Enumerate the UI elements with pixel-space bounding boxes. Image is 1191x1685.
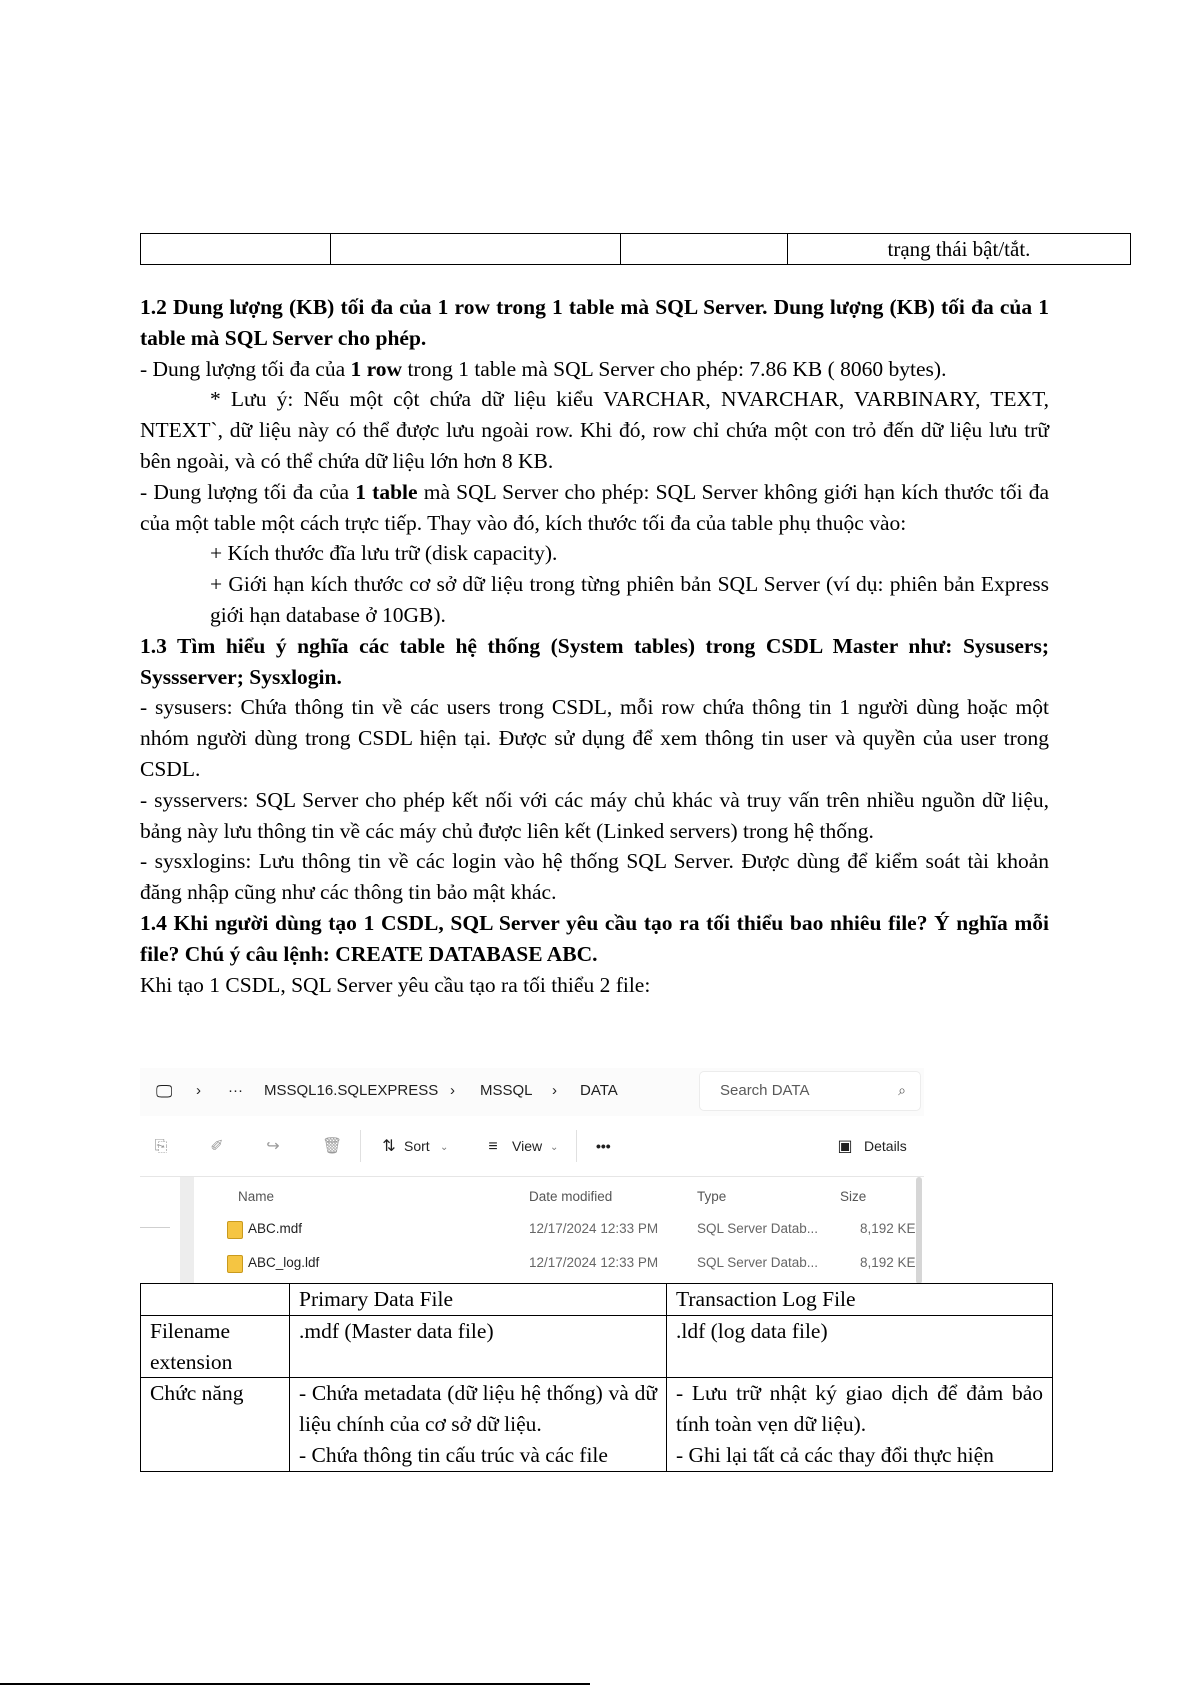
cell-paragraph: - Ghi lại tất cả các thay đổi thực hiện [676,1442,994,1467]
table-cell [290,1378,667,1471]
database-file-icon [227,1255,243,1273]
table-header: Primary Data File [290,1284,667,1316]
table-row [141,234,1131,265]
paragraph: Khi tạo 1 CSDL, SQL Server yêu cầu tạo ra tối thiểu 2 file: [140,972,651,997]
continued-table [140,233,1131,265]
view-icon: ≡ [488,1138,498,1155]
note-paragraph: * Lưu ý: Nếu một cột chứa dữ liệu kiểu VARCHAR, NVARCHAR, VARBINARY, TEXT, NTEXT`, dữ liệu này có thể được lưu ngoài row. Khi đó, row chỉ chứa một con trỏ đến dữ liệu lưu trữ bên ngoài, và có thể chứa dữ liệu lớn hơn 8 KB. [140,387,1049,473]
navigation-pane [140,1177,192,1284]
bold-text: 1 row [350,356,403,381]
text-run: - Dung lượng tối đa của [140,479,356,504]
file-list [140,1177,924,1284]
text-run: trong 1 table mà SQL Server cho phép: 7.86 KB ( 8060 bytes). [402,356,947,381]
table-cell: .mdf (Master data file) [290,1315,667,1378]
table-header: Transaction Log File [667,1284,1053,1316]
row-label: Filename extension [141,1315,290,1378]
column-header-type[interactable]: Type [697,1189,727,1204]
cell-paragraph: - Lưu trữ nhật ký giao dịch để đảm bảo tính toàn vẹn dữ liệu). [676,1381,1043,1437]
text-run: mà SQL Server cho phép: SQL Server không giới hạn kích thước tối đa của một table một cách trực tiếp. Thay vào đó, kích thước tối đa của table phụ thuộc vào: [140,479,1050,535]
view-button[interactable]: View [512,1138,543,1154]
paste-icon[interactable]: ⎘ [154,1138,168,1155]
chevron-down-icon: ⌄ [440,1142,449,1153]
paragraph [140,354,1049,385]
more-options-button[interactable]: ••• [596,1138,611,1154]
file-date: 12/17/2024 12:33 PM [529,1221,659,1236]
share-icon[interactable]: ↪ [266,1138,280,1155]
sort-icon: ⇅ [382,1138,396,1155]
cell-paragraph: - Chứa metadata (dữ liệu hệ thống) và dữ liệu chính của cơ sở dữ liệu. [299,1381,657,1437]
table-row [141,1378,1053,1471]
command-bar [140,1116,924,1177]
row-label: Chức năng [141,1378,290,1471]
column-header-name[interactable]: Name [238,1189,275,1204]
divider [576,1130,577,1162]
paragraph [140,477,1049,539]
table-cell: trạng thái bật/tắt. [787,234,1130,265]
cell-paragraph: - Chứa thông tin cấu trúc và các file [299,1442,608,1467]
table-cell [330,234,621,265]
ellipsis-icon[interactable]: ··· [228,1082,243,1099]
chevron-right-icon: › [450,1082,455,1099]
delete-icon[interactable]: 🗑 [322,1138,343,1155]
file-explorer-screenshot [140,1068,924,1284]
file-date: 12/17/2024 12:33 PM [529,1255,659,1270]
section-heading-1-3: 1.3 Tìm hiểu ý nghĩa các table hệ thống (System tables) trong CSDL Master như: Sysusers; Syssserver; Sysxlogin. [140,633,1049,689]
table-cell [621,234,788,265]
navigation-scrollbar[interactable] [180,1177,194,1284]
text-run: - Dung lượng tối đa của [140,356,351,381]
section-heading-1-2: 1.2 Dung lượng (KB) tối đa của 1 row trong 1 table mà SQL Server. Dung lượng (KB) tối đa của 1 table mà SQL Server cho phép. [140,295,1049,350]
table-cell [141,234,331,265]
list-item: + Giới hạn kích thước cơ sở dữ liệu trong từng phiên bản SQL Server (ví dụ: phiên bản Express giới hạn database ở 10GB). [210,572,1049,627]
search-icon: ⌕ [898,1082,906,1098]
body-text [140,292,1049,1000]
database-file-icon [227,1221,243,1239]
section-heading-1-4: 1.4 Khi người dùng tạo 1 CSDL, SQL Server yêu cầu tạo ra tối thiểu bao nhiêu file? Ý nghĩa mỗi file? Chú ý câu lệnh: CREATE DATABASE ABC. [140,910,1049,966]
chevron-right-icon: › [196,1082,201,1099]
file-name[interactable]: ABC.mdf [248,1221,303,1236]
file-name[interactable]: ABC_log.ldf [248,1255,320,1270]
database-files-table [140,1283,1053,1472]
chevron-down-icon: ⌄ [550,1142,559,1153]
file-type: SQL Server Datab... [697,1255,819,1270]
file-size: 8,192 KE [860,1255,916,1270]
table-cell: .ldf (log data file) [667,1315,1053,1378]
monitor-icon[interactable]: 🖵 [156,1082,173,1101]
list-item: + Kích thước đĩa lưu trữ (disk capacity). [210,541,558,566]
vertical-scrollbar[interactable] [916,1177,922,1284]
file-size: 8,192 KE [860,1221,916,1236]
paragraph: - sysservers: SQL Server cho phép kết nối với các máy chủ khác và truy vấn trên nhiều nguồn dữ liệu, bảng này lưu thông tin về các máy chủ được liên kết (Linked servers) trong hệ thống. [140,787,1049,843]
rename-icon[interactable]: ✐ [210,1138,224,1155]
table-row [141,1315,1053,1378]
column-header-size[interactable]: Size [840,1189,867,1204]
breadcrumb-item[interactable]: MSSQL16.SQLEXPRESS [264,1082,439,1099]
breadcrumb-item[interactable]: DATA [580,1082,618,1099]
table-row [141,1284,1053,1316]
table-cell [667,1378,1053,1471]
details-pane-icon: ▣ [837,1138,853,1155]
divider [140,1227,170,1228]
paragraph: - sysxlogins: Lưu thông tin về các login vào hệ thống SQL Server. Được dùng để kiểm soát tài khoản đăng nhập cũng như các thông tin bảo mật khác. [140,849,1049,905]
paragraph: - sysusers: Chứa thông tin về các users trong CSDL, mỗi row chứa thông tin 1 người dùng hoặc một nhóm người dùng trong CSDL hiện tại. Được sử dụng để xem thông tin user và quyền của user trong CSDL. [140,695,1049,781]
breadcrumb-item[interactable]: MSSQL [480,1082,533,1099]
file-type: SQL Server Datab... [697,1221,819,1236]
address-bar [140,1068,924,1116]
column-header-date[interactable]: Date modified [529,1189,613,1204]
sort-button[interactable]: Sort [404,1138,430,1154]
details-button[interactable]: Details [864,1138,907,1154]
chevron-right-icon: › [552,1082,557,1099]
search-placeholder: Search DATA [720,1082,810,1099]
table-cell [141,1284,290,1316]
divider [360,1130,361,1162]
search-input[interactable] [700,1072,920,1110]
bold-text: 1 table [355,479,418,504]
